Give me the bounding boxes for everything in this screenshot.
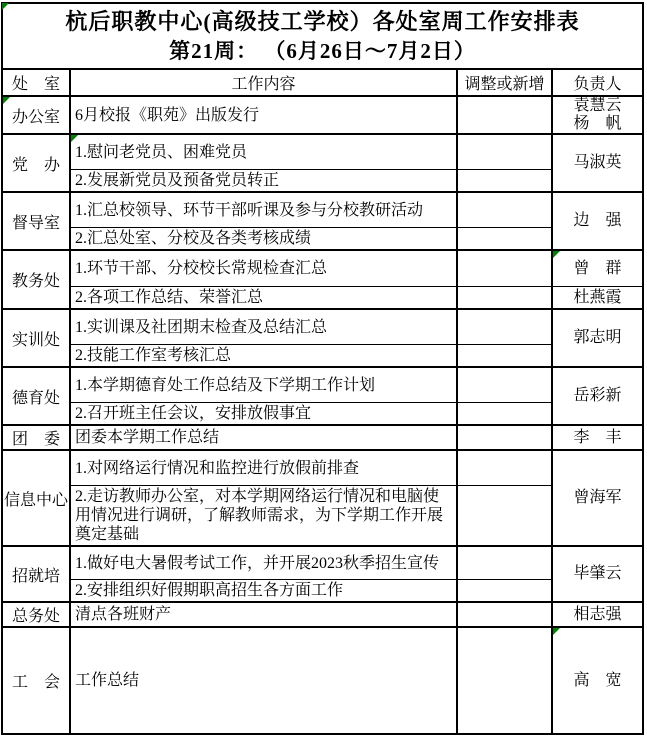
department-group-row (3, 133, 642, 191)
task-subrow (71, 603, 553, 626)
task-subrow (71, 227, 553, 249)
dept-cell (3, 451, 71, 545)
task-subrow (71, 193, 553, 227)
owner-column (553, 251, 642, 308)
dept-label: 督导室 (11, 214, 60, 232)
department-group-row (3, 626, 642, 733)
task-text: 2.发展新党员及预备党员转正 (75, 172, 280, 189)
task-text: 2.召开班主任会议，安排放假事宜 (75, 405, 312, 422)
owner-name: 岳彩新 (573, 387, 622, 404)
task-column (71, 310, 553, 366)
owner-cell (553, 310, 642, 366)
dept-cell (3, 310, 71, 366)
header-cell-adjust: 调整或新增 (458, 70, 553, 95)
task-text: 2.汇总处室、分校及各类考核成绩 (75, 230, 312, 247)
excel-error-indicator-icon (553, 251, 560, 258)
task-column (71, 603, 553, 626)
owner-cell (553, 603, 642, 626)
excel-error-indicator-icon (3, 97, 10, 104)
header-cell-owner: 负责人 (573, 76, 622, 93)
header-cell-content: 工作内容 (71, 70, 458, 95)
task-subrow (71, 251, 553, 286)
task-cell (71, 486, 458, 545)
owner-column (553, 603, 642, 626)
owner-name: 曾 群 (573, 259, 622, 277)
owner-cell (553, 193, 642, 249)
adjust-cell (458, 228, 553, 249)
task-subrow (71, 310, 553, 344)
task-cell (71, 97, 458, 133)
task-text: 1.实训课及社团期末检查及总结汇总 (75, 318, 328, 336)
adjust-cell (458, 193, 553, 227)
task-text: 1.环节干部、分校校长常规检查汇总 (75, 260, 328, 277)
task-cell (71, 628, 458, 733)
task-cell (71, 603, 458, 626)
task-subrow (71, 402, 553, 424)
owner-name: 郭志明 (573, 329, 622, 346)
owner-cell (553, 251, 642, 286)
task-subrow (71, 286, 553, 308)
owner-cell (553, 547, 642, 601)
owner-name: 相志强 (573, 605, 622, 623)
table-header-row (3, 70, 642, 97)
task-column (71, 451, 553, 545)
adjust-cell (458, 97, 553, 133)
dept-cell (3, 97, 71, 133)
task-column (71, 547, 553, 601)
owner-name: 李 丰 (573, 428, 622, 446)
task-subrow (71, 135, 553, 169)
dept-cell (3, 628, 71, 733)
dept-cell (3, 426, 71, 449)
dept-label: 实训处 (11, 331, 60, 349)
page-subtitle: 第21周： （6月26日～7月2日） (169, 39, 476, 63)
adjust-cell (458, 451, 553, 485)
dept-label: 德育处 (11, 389, 60, 407)
task-column (71, 193, 553, 249)
task-subrow (71, 485, 553, 545)
dept-label: 党 办 (11, 156, 60, 174)
task-text: 1.汇总校领导、环节干部听课及参与分校教研活动 (75, 201, 424, 219)
department-group-row (3, 97, 642, 133)
dept-cell (3, 251, 71, 308)
department-group-row (3, 249, 642, 308)
table-title-block (3, 4, 642, 70)
owner-name: 马淑英 (573, 154, 622, 171)
task-column (71, 426, 553, 449)
task-subrow (71, 628, 553, 733)
owner-column (553, 193, 642, 249)
dept-label: 教务处 (11, 273, 60, 290)
dept-label: 办公室 (11, 108, 60, 126)
task-text: 清点各班财产 (75, 606, 172, 623)
task-subrow (71, 97, 553, 133)
table-body (3, 97, 642, 733)
dept-label: 总务处 (11, 608, 60, 625)
owner-column (553, 368, 642, 424)
adjust-cell (458, 170, 553, 191)
owner-cell (553, 628, 642, 733)
task-cell (71, 580, 458, 601)
task-cell (71, 193, 458, 227)
owner-column (553, 426, 642, 449)
task-text: 团委本学期工作总结 (75, 429, 220, 446)
owner-cell (553, 97, 642, 133)
department-group-row (3, 449, 642, 545)
owner-name: 袁慧云 (573, 97, 622, 114)
task-text: 工作总结 (75, 672, 140, 689)
task-subrow (71, 169, 553, 191)
adjust-cell (458, 547, 553, 579)
task-cell (71, 451, 458, 485)
task-subrow (71, 579, 553, 601)
task-cell (71, 547, 458, 579)
task-column (71, 251, 553, 308)
adjust-cell (458, 486, 553, 545)
task-column (71, 368, 553, 424)
task-text: 1.对网络运行情况和监控进行放假前排查 (75, 459, 360, 477)
owner-name: 毕肇云 (573, 565, 622, 582)
adjust-cell (458, 403, 553, 424)
task-cell (71, 310, 458, 344)
dept-label: 招就培 (11, 567, 60, 585)
dept-cell (3, 603, 71, 626)
owner-column (553, 547, 642, 601)
task-column (71, 135, 553, 191)
owner-cell (553, 135, 642, 191)
owner-name: 杨 帆 (573, 115, 622, 132)
task-text: 2.走访教师办公室，对本学期网络运行情况和电脑使用情况进行调研，了解教师需求，为下学期工作开展奠定基础 (75, 488, 444, 543)
task-subrow (71, 368, 553, 402)
schedule-table (1, 2, 644, 735)
owner-name: 曾海军 (573, 489, 622, 506)
adjust-cell (458, 287, 553, 308)
department-group-row (3, 308, 642, 366)
dept-label: 工 会 (11, 674, 60, 691)
owner-name: 高 宽 (573, 671, 622, 689)
dept-label: 信息中心 (3, 491, 68, 509)
department-group-row (3, 601, 642, 626)
task-text: 1.慰问老党员、困难党员 (75, 143, 248, 161)
owner-column (553, 628, 642, 733)
adjust-cell (458, 580, 553, 601)
task-text: 2.技能工作室考核汇总 (75, 347, 232, 364)
owner-cell (553, 286, 642, 308)
dept-cell (3, 193, 71, 249)
dept-cell (3, 135, 71, 191)
adjust-cell (458, 603, 553, 626)
owner-name: 杜燕霞 (573, 288, 622, 306)
task-cell (71, 345, 458, 366)
department-group-row (3, 545, 642, 601)
task-cell (71, 403, 458, 424)
task-subrow (71, 547, 553, 579)
task-subrow (71, 344, 553, 366)
task-text: 1.本学期德育处工作总结及下学期工作计划 (75, 376, 376, 394)
adjust-cell (458, 251, 553, 286)
adjust-cell (458, 368, 553, 402)
task-text: 2.安排组织好假期职高招生各方面工作 (75, 582, 344, 599)
task-text: 2.各项工作总结、荣誉汇总 (75, 289, 264, 306)
dept-cell (3, 368, 71, 424)
dept-cell (3, 547, 71, 601)
task-cell (71, 135, 458, 169)
task-cell (71, 426, 458, 449)
owner-cell (553, 426, 642, 449)
task-column (71, 97, 553, 133)
excel-error-indicator-icon (71, 135, 78, 142)
excel-error-indicator-icon (2, 3, 9, 10)
department-group-row (3, 191, 642, 249)
task-text: 6月校报《职苑》出版发行 (75, 106, 260, 124)
department-group-row (3, 366, 642, 424)
owner-column (553, 135, 642, 191)
owner-column (553, 97, 642, 133)
task-cell (71, 170, 458, 191)
task-subrow (71, 426, 553, 449)
task-text: 1.做好电大暑假考试工作，并开展2023秋季招生宣传 (75, 554, 440, 572)
header-cell-dept: 处 室 (3, 70, 71, 95)
task-cell (71, 228, 458, 249)
task-cell (71, 251, 458, 286)
department-group-row (3, 424, 642, 449)
task-subrow (71, 451, 553, 485)
task-cell (71, 368, 458, 402)
adjust-cell (458, 426, 553, 449)
owner-name: 边 强 (573, 212, 622, 229)
excel-error-indicator-icon (553, 628, 560, 635)
owner-column (553, 310, 642, 366)
adjust-cell (458, 135, 553, 169)
owner-column (553, 451, 642, 545)
owner-cell (553, 451, 642, 545)
adjust-cell (458, 628, 553, 733)
page-title: 杭后职教中心(高级技工学校）各处室周工作安排表 (65, 9, 580, 34)
adjust-cell (458, 310, 553, 344)
task-column (71, 628, 553, 733)
dept-label: 团 委 (11, 431, 60, 448)
task-cell (71, 287, 458, 308)
owner-cell (553, 368, 642, 424)
adjust-cell (458, 345, 553, 366)
